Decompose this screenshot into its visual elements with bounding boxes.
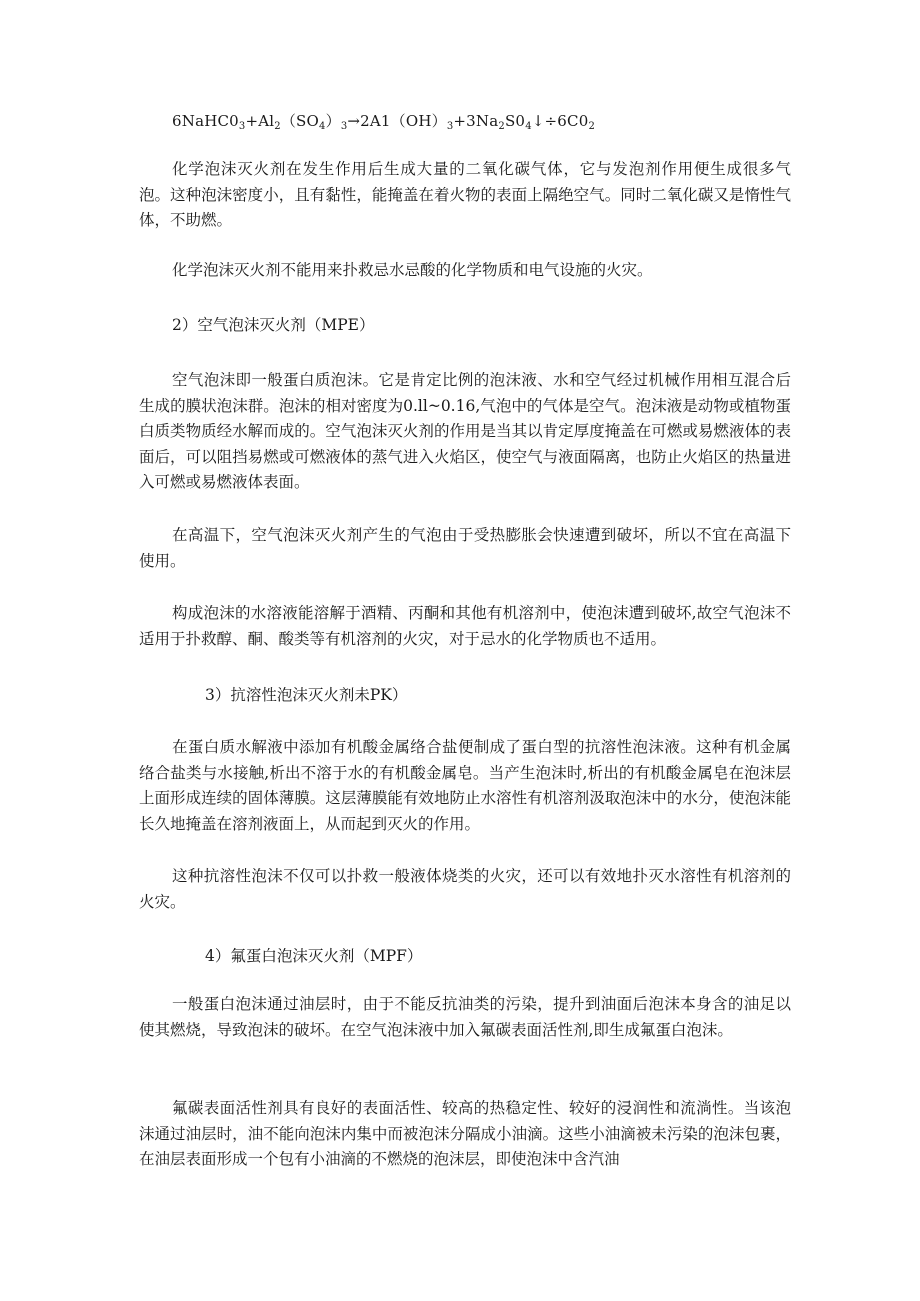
paragraph-fluoroprotein-foam-intro: 一般蛋白泡沫通过油层时，由于不能反抗油类的污染，提升到油面后泡沫本身含的油足以使其燃烧，导致泡沫的破坏。在空气泡沫液中加入氟碳表面活性剂,即生成氟蛋白泡沫。 (139, 995, 791, 1039)
formula-subscript: 2 (588, 121, 596, 132)
formula-text: ） (325, 112, 341, 130)
formula-text: （SO (280, 112, 320, 130)
formula-text: +Al (245, 112, 275, 130)
paragraph-alcohol-resistant-foam-description: 在蛋白质水解液中添加有机酸金属络合盐便制成了蛋白型的抗溶性泡沫液。这种有机金属络合盐类与水接触,析出不溶于水的有机酸金属皂。当产生泡沫时,析出的有机酸金属皂在泡沫层上面形成连续的固体薄膜。这层薄膜能有效地防止水溶性有机溶剂汲取泡沫中的水分，使泡沫能长久地掩盖在溶剂液面上，从而起到灭火的作用。 (139, 738, 791, 833)
paragraph-air-foam-description: 空气泡沫即一般蛋白质泡沫。它是肯定比例的泡沫液、水和空气经过机械作用相互混合后生成的膜状泡沫群。泡沫的相对密度为0.ll~0.16,气泡中的气体是空气。泡沫液是动物或植物蛋白质类物质经水解而成的。空气泡沫灭火剂的作用是当其以肯定厚度掩盖在可燃或易燃液体的表面后，可以阻挡易燃或可燃液体的蒸气进入火焰区，使空气与液面隔离，也防止火焰区的热量进入可燃或易燃液体表面。 (139, 371, 791, 491)
formula-text: ↓÷6C0 (531, 112, 589, 130)
paragraph-chemical-foam-mechanism: 化学泡沫灭火剂在发生作用后生成大量的二氧化碳气体，它与发泡剂作用便生成很多气泡。这种泡沫密度小，且有黏性，能掩盖在着火物的表面上隔绝空气。同时二氧化碳又是惰性气体，不助燃。 (139, 160, 791, 229)
section-heading-air-foam: 2）空气泡沫灭火剂（MPE） (172, 316, 375, 334)
paragraph-chemical-foam-limitation: 化学泡沫灭火剂不能用来扑救忌水忌酸的化学物质和电气设施的火灾。 (172, 261, 653, 279)
formula-subscript: 3 (238, 121, 246, 132)
formula-subscript: 4 (319, 121, 326, 132)
formula-subscript: 3 (446, 121, 454, 132)
formula-subscript: 4 (525, 121, 532, 132)
formula-text: 6NaHC0 (172, 112, 239, 130)
formula-text: +3Na (453, 112, 499, 130)
formula-text: S0 (504, 112, 526, 130)
section-heading-alcohol-resistant-foam: 3）抗溶性泡沫灭火剂未PK） (205, 686, 408, 704)
formula-subscript: 2 (274, 121, 281, 132)
paragraph-air-foam-solvents: 构成泡沫的水溶液能溶解于酒精、丙酮和其他有机溶剂中，使泡沫遭到破坏,故空气泡沫不适用于扑救醇、酮、酸类等有机溶剂的火灾，对于忌水的化学物质也不适用。 (139, 604, 791, 648)
formula-subscript: 2 (498, 121, 505, 132)
formula-subscript: 3 (340, 121, 348, 132)
section-heading-fluoroprotein-foam: 4）氟蛋白泡沫灭火剂（MPF） (205, 947, 423, 965)
paragraph-fluorocarbon-surfactant: 氟碳表面活性剂具有良好的表面活性、较高的热稳定性、较好的浸润性和流淌性。当该泡沫通过油层时，油不能向泡沫内集中而被泡沫分隔成小油滴。这些小油滴被未污染的泡沫包裹，在油层表面形成一个包有小油滴的不燃烧的泡沫层，即使泡沫中含汽油 (139, 1099, 791, 1168)
formula-text: →2A1（OH） (347, 112, 447, 130)
paragraph-alcohol-resistant-foam-use: 这种抗溶性泡沫不仅可以扑救一般液体烧类的火灾，还可以有效地扑灭水溶性有机溶剂的火灾。 (139, 867, 791, 911)
paragraph-air-foam-high-temperature: 在高温下，空气泡沫灭火剂产生的气泡由于受热膨胀会快速遭到破坏，所以不宜在高温下使用。 (139, 526, 791, 570)
chemical-equation (172, 110, 595, 131)
